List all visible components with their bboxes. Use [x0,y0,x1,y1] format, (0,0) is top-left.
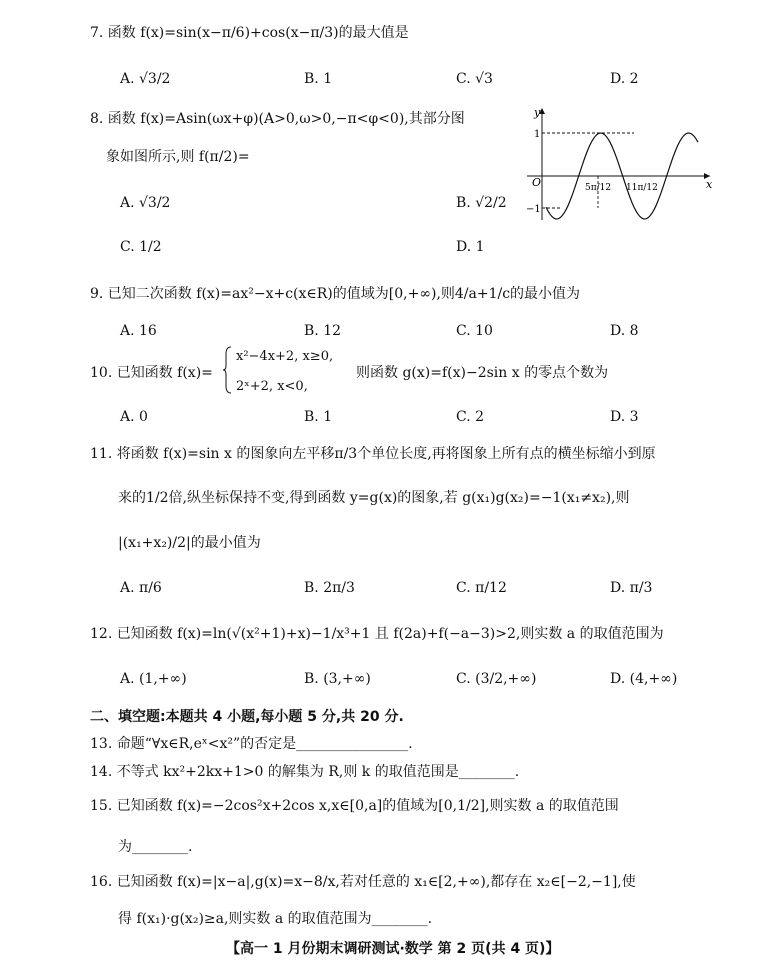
q10-case-1: x²−4x+2, x≥0, [236,349,334,364]
graph-tick-1: 5π/12 [585,183,612,193]
section-2-heading: 二、填空题:本题共 4 小题,每小题 5 分,共 20 分. [90,709,404,725]
question-10-stem-suffix: 则函数 g(x)=f(x)−2sin x 的零点个数为 [356,365,609,381]
q8-sine-graph [522,104,718,224]
q12-option-d: D. (4,+∞) [610,671,678,687]
q11-option-a: A. π/6 [120,580,162,596]
question-16-line1: 16. 已知函数 f(x)=|x−a|,g(x)=x−8/x,若对任意的 x₁∈[2,+∞),都存在 x₂∈[−2,−1],使 [90,874,636,890]
graph-y-top-label: 1 [534,129,541,140]
graph-x-label: x [706,178,713,191]
q7-option-c: C. √3 [456,71,493,87]
question-8-stem-line1: 8. 函数 f(x)=Asin(ωx+φ)(A>0,ω>0,−π<φ<0),其部分图 [90,111,465,127]
q7-option-a: A. √3/2 [120,71,171,87]
question-10-stem-prefix: 10. 已知函数 f(x)= [90,365,213,381]
q12-option-b: B. (3,+∞) [304,671,371,687]
question-13: 13. 命题“∀x∈R,eˣ<x²”的否定是________________. [90,736,413,752]
q8-option-c: C. 1/2 [120,239,162,255]
page-footer: 【高一 1 月份期末调研测试·数学 第 2 页(共 4 页)】 [226,941,560,957]
q7-option-b: B. 1 [304,71,333,87]
q9-option-d: D. 8 [610,323,639,339]
q8-option-a: A. √3/2 [120,195,171,211]
question-16-line2: 得 f(x₁)·g(x₂)≥a,则实数 a 的取值范围为________. [118,911,433,927]
question-11-stem-line3: |(x₁+x₂)/2|的最小值为 [118,535,261,551]
question-15-line2: 为________. [118,839,193,855]
question-12-stem: 12. 已知函数 f(x)=ln(√(x²+1)+x)−1/x³+1 且 f(2a)+f(−a−3)>2,则实数 a 的取值范围为 [90,626,664,642]
q10-option-a: A. 0 [120,409,148,425]
graph-tick-2: 11π/12 [626,183,658,193]
q9-option-b: B. 12 [304,323,342,339]
question-7-stem: 7. 函数 f(x)=sin(x−π/6)+cos(x−π/3)的最大值是 [90,25,409,41]
q11-option-d: D. π/3 [610,580,653,596]
q10-option-c: C. 2 [456,409,485,425]
q10-case-2: 2ˣ+2, x<0, [236,379,308,394]
graph-y-bottom-label: −1 [526,204,541,215]
question-9-stem: 9. 已知二次函数 f(x)=ax²−x+c(x∈R)的值域为[0,+∞),则4/a+1/c的最小值为 [90,286,581,302]
q9-option-c: C. 10 [456,323,493,339]
question-8-stem-line2: 象如图所示,则 f(π/2)= [106,149,250,165]
q7-option-d: D. 2 [610,71,639,87]
q9-option-a: A. 16 [120,323,157,339]
question-14: 14. 不等式 kx²+2kx+1>0 的解集为 R,则 k 的取值范围是________. [90,764,520,780]
graph-origin-label: O [532,176,542,189]
question-11-stem-line1: 11. 将函数 f(x)=sin x 的图象向左平移π/3个单位长度,再将图象上所有点的横坐标缩小到原 [90,446,656,462]
q11-option-c: C. π/12 [456,580,507,596]
q12-option-c: C. (3/2,+∞) [456,671,537,687]
graph-y-label: y [534,106,541,119]
q8-option-b: B. √2/2 [456,195,507,211]
question-15-line1: 15. 已知函数 f(x)=−2cos²x+2cos x,x∈[0,a]的值域为[0,1/2],则实数 a 的取值范围 [90,798,619,814]
q11-option-b: B. 2π/3 [304,580,355,596]
question-11-stem-line2: 来的1/2倍,纵坐标保持不变,得到函数 y=g(x)的图象,若 g(x₁)g(x₂)=−1(x₁≠x₂),则 [118,490,630,506]
q10-option-b: B. 1 [304,409,333,425]
q10-brace [222,346,232,394]
q8-option-d: D. 1 [456,239,485,255]
q12-option-a: A. (1,+∞) [120,671,187,687]
q10-option-d: D. 3 [610,409,639,425]
